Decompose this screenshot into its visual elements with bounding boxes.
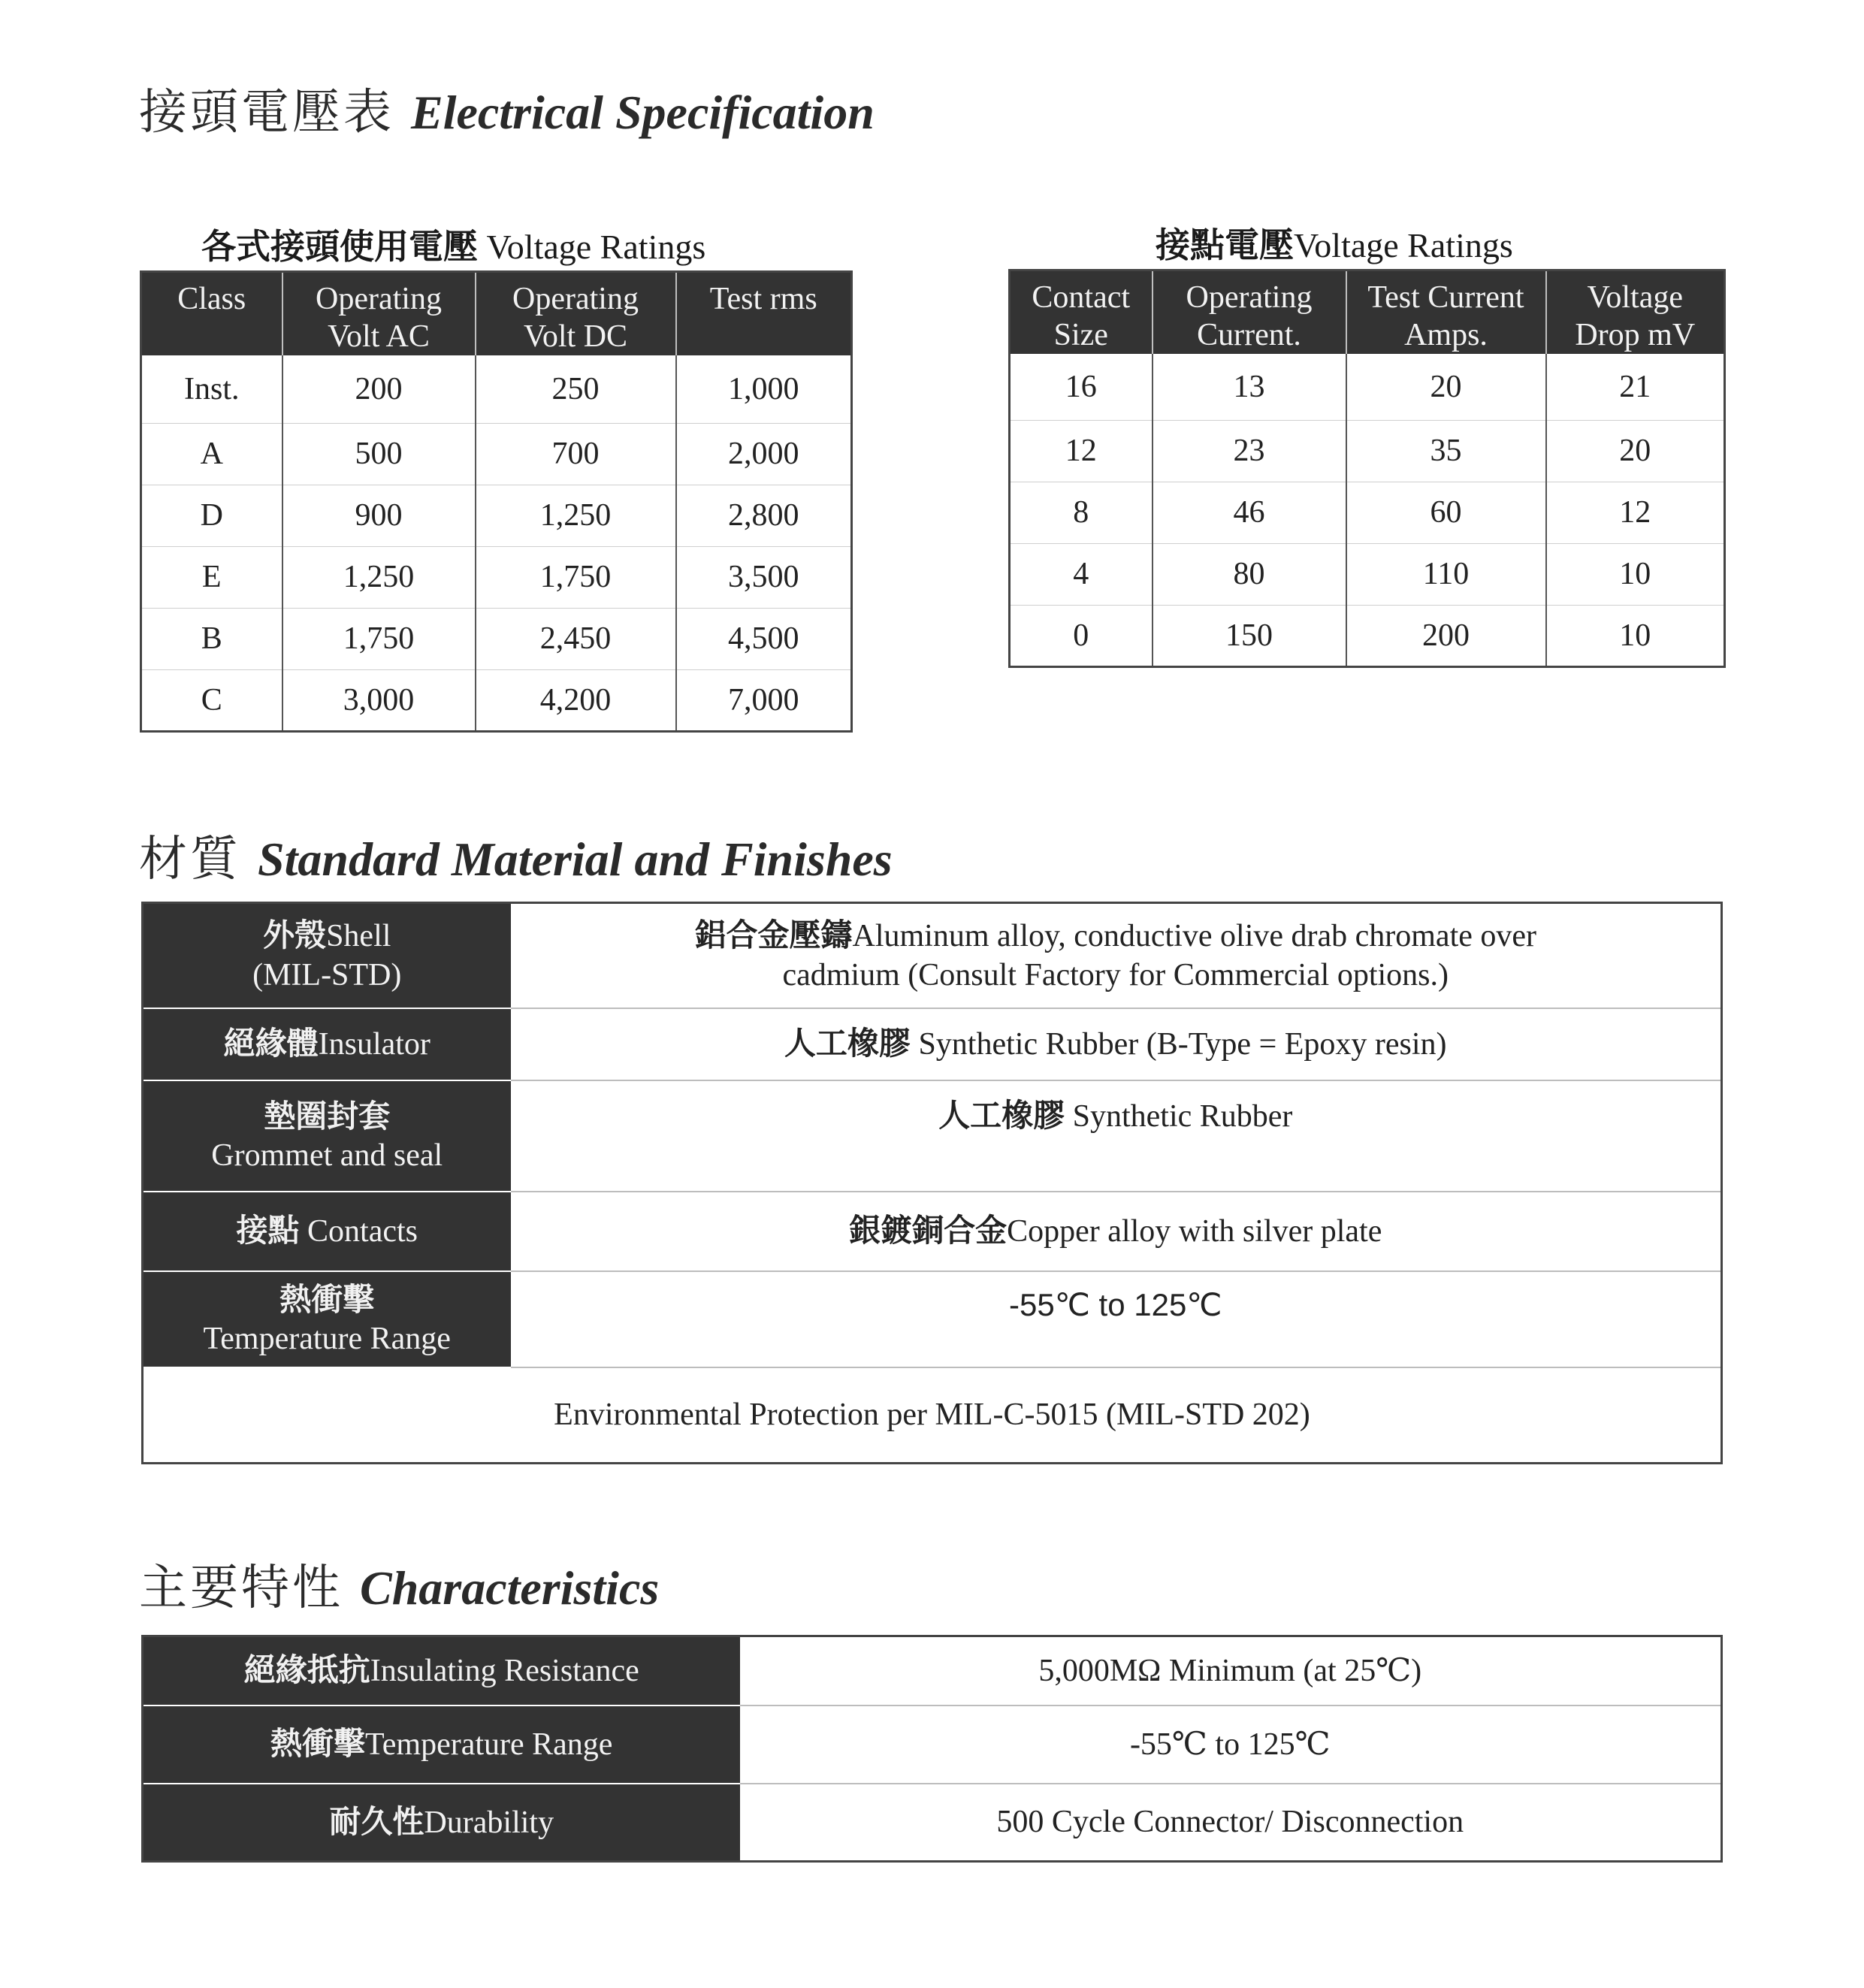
label-line2: Temperature Range — [203, 1321, 451, 1356]
table-row — [1010, 354, 1725, 420]
table-cell: 2,000 — [676, 423, 852, 485]
table-cell: 1,750 — [476, 546, 676, 608]
table-row — [1010, 605, 1725, 666]
table-cell: 1,250 — [282, 546, 476, 608]
header-line-1: Operating — [512, 282, 639, 316]
table-cell: 13 — [1153, 354, 1346, 420]
table-cell: 20 — [1346, 354, 1546, 420]
table-cell: 60 — [1346, 482, 1546, 543]
value-zh: 鋁合金壓鑄 — [694, 917, 853, 954]
voltage-ratings-table — [140, 270, 853, 733]
value-en: Synthetic Rubber (B-Type = Epoxy resin) — [910, 1027, 1447, 1062]
heading-en: Electrical Specification — [411, 86, 875, 139]
value-zh: 人工橡膠 — [784, 1025, 911, 1062]
value-line2: cadmium (Consult Factory for Commercial options.) — [782, 958, 1449, 993]
table-cell: 250 — [476, 355, 676, 423]
label-line2: Grommet and seal — [211, 1138, 443, 1173]
table-cell: 500 — [282, 423, 476, 485]
label-zh: 墊圈封套 — [264, 1097, 391, 1134]
column-header — [1153, 270, 1346, 355]
material-table — [141, 902, 1723, 1464]
characteristics-row — [143, 1706, 1722, 1784]
row-value: 500 Cycle Connector/ Disconnection — [996, 1805, 1464, 1840]
value-en: Aluminum alloy, conductive olive drab chromate over — [852, 919, 1537, 954]
title-zh: 接點電壓 — [1156, 225, 1294, 265]
characteristics-row — [143, 1784, 1722, 1862]
title-en: Voltage Ratings — [1294, 226, 1513, 264]
table-header-row — [1010, 270, 1725, 355]
characteristics-table — [141, 1635, 1723, 1863]
table-cell: B — [141, 608, 282, 669]
row-label — [143, 1008, 511, 1080]
table-row — [141, 485, 852, 546]
header-line-1: Contact — [1032, 280, 1131, 315]
material-row-insulator — [143, 1008, 1722, 1080]
row-value — [511, 903, 1722, 1008]
table-row — [1010, 543, 1725, 605]
table-cell: 1,250 — [476, 485, 676, 546]
row-label — [143, 1784, 740, 1862]
row-value — [511, 1192, 1722, 1271]
contact-voltage-title — [1156, 218, 1513, 267]
table-row — [1010, 482, 1725, 543]
table-cell: 150 — [1153, 605, 1346, 666]
table-cell: D — [141, 485, 282, 546]
row-label — [143, 1636, 740, 1706]
table-cell: E — [141, 546, 282, 608]
table-cell: 10 — [1619, 618, 1651, 653]
label-zh: 熱衝擊 — [279, 1280, 375, 1318]
header-line-2: Amps. — [1404, 318, 1488, 352]
label-en: Insulating Resistance — [370, 1654, 639, 1689]
label-zh: 外殼 — [263, 917, 327, 954]
table-cell: 2,800 — [676, 485, 852, 546]
heading-en: Standard Material and Finishes — [258, 832, 893, 886]
header-line-1: Operating — [316, 282, 442, 316]
label-en: Shell — [326, 919, 391, 954]
header-line-2: Volt DC — [523, 319, 628, 354]
value-zh: 人工橡膠 — [938, 1096, 1065, 1134]
column-header — [676, 272, 852, 356]
header-line-1: Test rms — [709, 282, 817, 316]
title-en: Voltage Ratings — [478, 228, 706, 266]
header-line-2: Volt AC — [328, 319, 430, 354]
header-line-1: Test Current — [1367, 280, 1524, 315]
column-header — [141, 272, 282, 356]
table-cell: 35 — [1346, 420, 1546, 482]
header-line-2: Size — [1053, 318, 1108, 352]
row-value — [511, 1080, 1722, 1192]
table-row — [141, 608, 852, 669]
heading-en: Characteristics — [360, 1561, 660, 1615]
label-zh: 熱衝擊 — [270, 1725, 366, 1762]
table-cell: 12 — [1010, 420, 1153, 482]
table-cell: 3,500 — [676, 546, 852, 608]
table-cell: 8 — [1010, 482, 1153, 543]
header-line-1: Class — [177, 282, 246, 316]
label-zh: 耐久性 — [329, 1802, 424, 1840]
characteristics-row — [143, 1636, 1722, 1706]
table-row — [141, 423, 852, 485]
table-cell: 1,750 — [282, 608, 476, 669]
label-en: Temperature Range — [365, 1727, 613, 1762]
table-row — [141, 669, 852, 731]
label-line2: (MIL-STD) — [252, 958, 402, 993]
material-row-shell — [143, 903, 1722, 1008]
table-cell: 16 — [1010, 354, 1153, 420]
table-cell: 46 — [1153, 482, 1346, 543]
row-value — [511, 1008, 1722, 1080]
value-en: Copper alloy with silver plate — [1007, 1214, 1382, 1249]
contact-voltage-table — [1008, 269, 1726, 668]
table-cell: 12 — [1546, 482, 1725, 543]
table-cell: 23 — [1153, 420, 1346, 482]
header-line-2: Current. — [1197, 318, 1301, 352]
title-zh: 各式接頭使用電壓 — [201, 226, 478, 267]
table-cell: 700 — [476, 423, 676, 485]
table-row — [1010, 420, 1725, 482]
material-row-temperature — [143, 1271, 1722, 1367]
table-cell: Inst. — [141, 355, 282, 423]
row-label — [143, 1080, 511, 1192]
row-label — [143, 1271, 511, 1367]
heading-zh: 材質 — [139, 832, 241, 887]
material-row-contacts — [143, 1192, 1722, 1271]
material-footer-row — [143, 1367, 1722, 1464]
table-header-row — [141, 272, 852, 356]
table-cell: 110 — [1346, 543, 1546, 605]
table-cell: 1,000 — [676, 355, 852, 423]
environmental-protection-note: Environmental Protection per MIL-C-5015 (MIL-STD 202) — [554, 1397, 1310, 1433]
header-line-2: Drop mV — [1575, 318, 1696, 352]
table-cell: 200 — [282, 355, 476, 423]
value-en: Synthetic Rubber — [1065, 1098, 1293, 1134]
row-value — [511, 1271, 1722, 1367]
row-label — [143, 1706, 740, 1784]
table-cell: 7,000 — [728, 682, 799, 718]
column-header — [1546, 270, 1725, 355]
row-label — [143, 1192, 511, 1271]
label-en: Insulator — [318, 1027, 431, 1062]
table-cell: C — [141, 669, 282, 731]
label-en: Durability — [424, 1805, 554, 1840]
column-header — [282, 272, 476, 356]
label-zh: 絕緣體 — [223, 1025, 319, 1062]
label-zh: 接點 — [236, 1212, 300, 1249]
material-row-grommet — [143, 1080, 1722, 1192]
label-en: Contacts — [299, 1214, 418, 1249]
table-cell: 900 — [282, 485, 476, 546]
heading-zh: 主要特性 — [139, 1560, 343, 1616]
table-cell: 4 — [1010, 543, 1153, 605]
label-zh: 絕緣抵抗 — [243, 1651, 370, 1689]
row-value: -55℃ to 125℃ — [740, 1706, 1722, 1784]
table-cell: 4,500 — [676, 608, 852, 669]
table-cell: 80 — [1153, 543, 1346, 605]
table-cell: 200 — [1346, 605, 1546, 666]
value-en: -55℃ to 125℃ — [1009, 1286, 1222, 1322]
table-row — [141, 355, 852, 423]
row-value: 5,000MΩ Minimum (at 25℃) — [740, 1636, 1722, 1706]
voltage-ratings-title — [201, 219, 705, 269]
column-header — [1010, 270, 1153, 355]
table-cell: 4,200 — [476, 669, 676, 731]
table-cell: 20 — [1546, 420, 1725, 482]
table-cell: 3,000 — [282, 669, 476, 731]
table-row — [141, 546, 852, 608]
table-cell: 10 — [1546, 543, 1725, 605]
header-line-1: Voltage — [1587, 280, 1684, 315]
table-cell: 2,450 — [476, 608, 676, 669]
column-header — [1346, 270, 1546, 355]
table-cell: A — [141, 423, 282, 485]
table-cell: 21 — [1546, 354, 1725, 420]
table-cell: 0 — [1010, 605, 1153, 666]
heading-zh: 接頭電壓表 — [139, 85, 394, 140]
characteristics-heading — [139, 1560, 660, 1616]
column-header — [476, 272, 676, 356]
electrical-spec-heading — [139, 85, 875, 140]
row-label — [143, 903, 511, 1008]
value-zh: 銀鍍銅合金 — [849, 1212, 1008, 1249]
material-heading — [139, 832, 893, 887]
header-line-1: Operating — [1186, 280, 1313, 315]
